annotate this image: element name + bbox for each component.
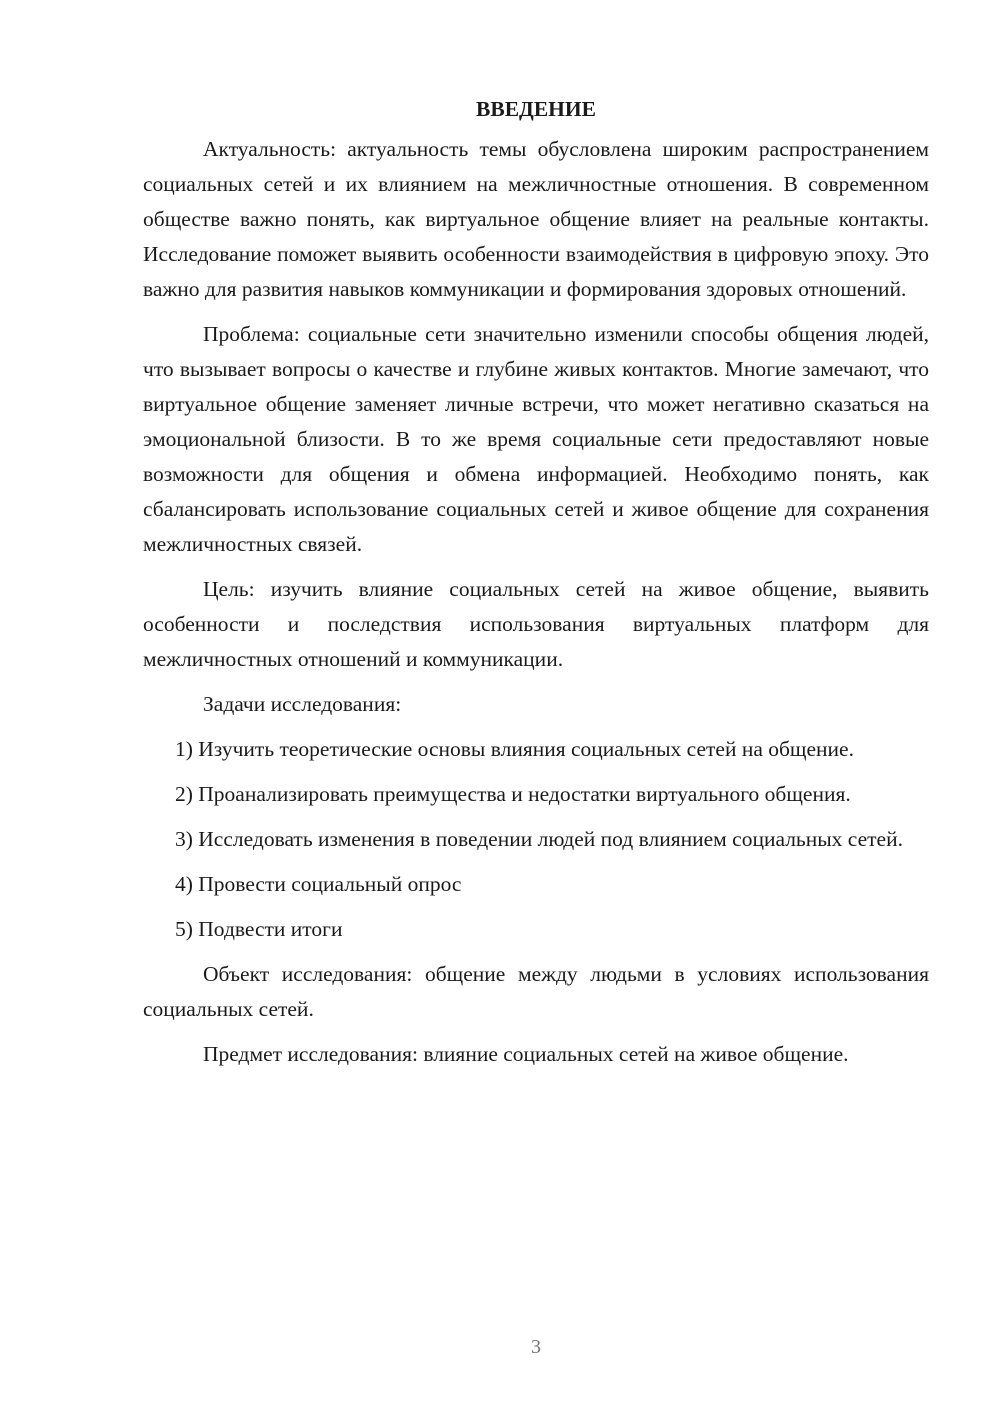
task-item-3: 3) Исследовать изменения в поведении людей под влиянием социальных сетей. <box>175 827 903 851</box>
problem-paragraph: Проблема: социальные сети значительно изменили способы общения людей, что вызывает вопросы о качестве и глубине живых контактов. Многие замечают, что виртуальное общение заменяет личные встречи, что может негативно сказаться на эмоциональной близости. В то же время социальные сети предоставляют новые возможности для общения и обмена информацией. Необходимо понять, как сбалансировать использование социальных сетей и живое общение для сохранения межличностных связей. <box>143 322 929 556</box>
task-item-4: 4) Провести социальный опрос <box>175 872 462 896</box>
task-item-2: 2) Проанализировать преимущества и недостатки виртуального общения. <box>175 782 851 806</box>
goal-paragraph: Цель: изучить влияние социальных сетей на живое общение, выявить особенности и последствия использования виртуальных платформ для межличностных отношений и коммуникации. <box>143 577 929 671</box>
subject-paragraph: Предмет исследования: влияние социальных сетей на живое общение. <box>203 1042 849 1066</box>
task-item-5: 5) Подвести итоги <box>175 917 343 941</box>
page-title: ВВЕДЕНИЕ <box>476 97 596 121</box>
tasks-heading: Задачи исследования: <box>203 692 402 716</box>
task-item-1: 1) Изучить теоретические основы влияния социальных сетей на общение. <box>175 737 854 761</box>
object-paragraph: Объект исследования: общение между людьми в условиях использования социальных сетей. <box>143 962 929 1021</box>
document-page <box>143 92 929 1082</box>
page-number: 3 <box>531 1336 541 1358</box>
relevance-paragraph: Актуальность: актуальность темы обусловлена широким распространением социальных сетей и их влиянием на межличностные отношения. В современном обществе важно понять, как виртуальное общение влияет на реальные контакты. Исследование поможет выявить особенности взаимодействия в цифровую эпоху. Это важно для развития навыков коммуникации и формирования здоровых отношений. <box>143 137 929 301</box>
